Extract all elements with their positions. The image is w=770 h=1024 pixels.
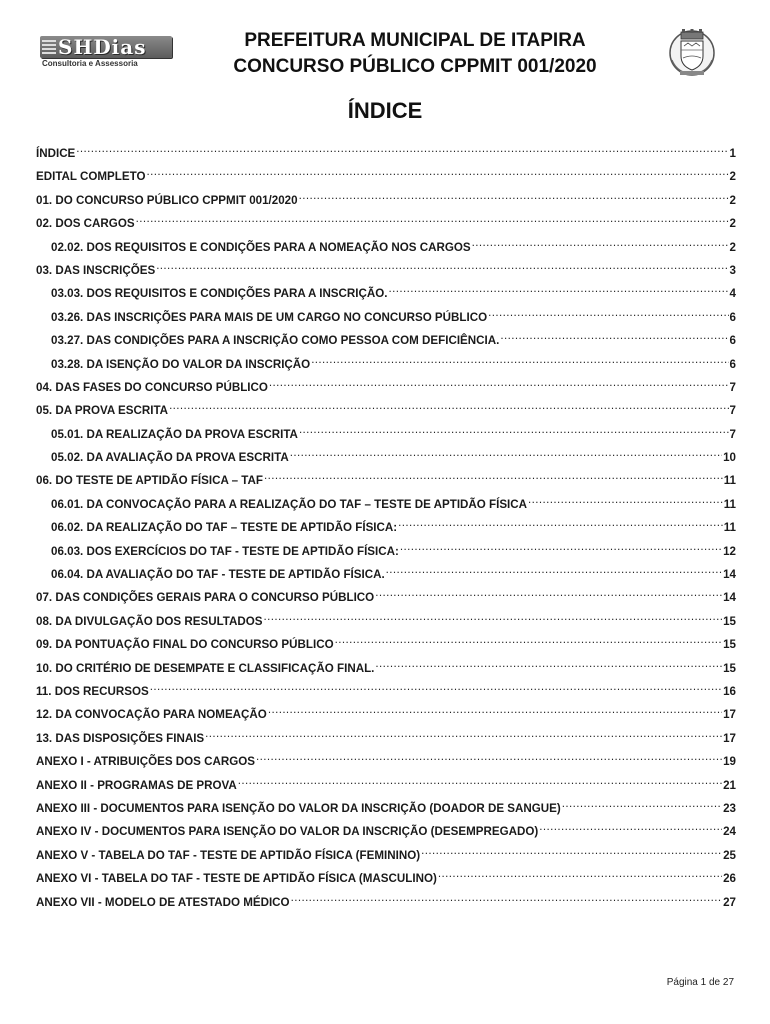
toc-entry[interactable] <box>36 821 736 844</box>
toc-entry[interactable] <box>36 447 736 470</box>
toc-entry-label: 03. DAS INSCRIÇÕES <box>36 263 156 277</box>
toc-entry-page: 11 <box>723 497 736 511</box>
toc-entry-label: 06.04. DA AVALIAÇÃO DO TAF - TESTE DE APTIDÃO FÍSICA. <box>51 568 385 582</box>
logo-subtitle: Consultoria e Assessoria <box>42 59 138 68</box>
toc-entry-label: 04. DAS FASES DO CONCURSO PÚBLICO <box>36 380 268 394</box>
toc-entry-page: 15 <box>723 661 736 675</box>
toc-entry-label: EDITAL COMPLETO <box>36 170 146 184</box>
toc-dot-leader <box>389 283 729 297</box>
document-title: ÍNDICE <box>347 98 423 123</box>
toc-entry[interactable] <box>36 330 736 353</box>
toc-entry[interactable] <box>36 634 736 657</box>
header-titles <box>180 28 650 80</box>
toc-dot-leader <box>205 728 722 742</box>
toc-entry[interactable] <box>36 611 736 634</box>
toc-entry[interactable] <box>36 541 736 564</box>
toc-entry[interactable] <box>36 892 736 915</box>
toc-entry-page: 15 <box>723 638 736 652</box>
toc-dot-leader <box>299 190 729 204</box>
toc-entry-label: 09. DA PONTUAÇÃO FINAL DO CONCURSO PÚBLICO <box>36 638 334 652</box>
logo-wordmark: SHDias <box>58 35 147 59</box>
toc-dot-leader <box>264 611 723 625</box>
toc-entry[interactable] <box>36 564 736 587</box>
toc-entry-page: 10 <box>723 451 736 465</box>
toc-entry-page: 16 <box>723 684 736 698</box>
toc-entry-page: 23 <box>723 801 736 815</box>
toc-entry[interactable] <box>36 494 736 517</box>
toc-entry-page: 14 <box>723 568 736 582</box>
header-title-line1: PREFEITURA MUNICIPAL DE ITAPIRA <box>244 30 586 51</box>
toc-dot-leader <box>156 260 728 274</box>
toc-entry[interactable] <box>36 470 736 493</box>
toc-entry-page: 2 <box>729 240 736 254</box>
toc-dot-leader <box>290 447 722 461</box>
toc-entry[interactable] <box>36 143 736 166</box>
toc-entry-label: 06.01. DA CONVOCAÇÃO PARA A REALIZAÇÃO DO TAF – TESTE DE APTIDÃO FÍSICA <box>51 497 528 511</box>
toc-entry-label: 05. DA PROVA ESCRITA <box>36 404 169 418</box>
toc-entry-label: 01. DO CONCURSO PÚBLICO CPPMIT 001/2020 <box>36 193 298 207</box>
toc-entry-label: 03.27. DAS CONDIÇÕES PARA A INSCRIÇÃO COMO PESSOA COM DEFICIÊNCIA. <box>51 334 500 348</box>
toc-entry-page: 2 <box>729 217 736 231</box>
toc-entry-page: 6 <box>729 357 736 371</box>
toc-entry-label: 10. DO CRITÉRIO DE DESEMPATE E CLASSIFICAÇÃO FINAL. <box>36 661 375 675</box>
toc-dot-leader <box>400 541 722 555</box>
toc-dot-leader <box>386 564 722 578</box>
toc-entry-label: ANEXO VII - MODELO DE ATESTADO MÉDICO <box>36 895 290 909</box>
toc-entry-label: ANEXO I - ATRIBUIÇÕES DOS CARGOS <box>36 755 256 769</box>
toc-dot-leader <box>238 775 722 789</box>
toc-entry-label: ÍNDICE <box>36 147 76 160</box>
toc-entry-page: 26 <box>723 872 736 886</box>
toc-entry[interactable] <box>36 751 736 774</box>
toc-entry-page: 24 <box>723 825 736 839</box>
toc-entry-label: 02. DOS CARGOS <box>36 217 135 231</box>
toc-entry-label: 11. DOS RECURSOS <box>36 684 149 698</box>
toc-entry-page: 2 <box>729 193 736 207</box>
toc-entry-label: 06.02. DA REALIZAÇÃO DO TAF – TESTE DE APTIDÃO FÍSICA: <box>51 521 398 535</box>
logo-badge <box>40 36 172 58</box>
toc-entry[interactable] <box>36 424 736 447</box>
toc-entry-page: 19 <box>723 755 736 769</box>
toc-dot-leader <box>311 354 728 368</box>
toc-dot-leader <box>150 681 722 695</box>
toc-dot-leader <box>562 798 722 812</box>
logo-stripes <box>42 40 56 54</box>
toc-entry-label: 13. DAS DISPOSIÇÕES FINAIS <box>36 731 205 745</box>
toc-entry-label: 08. DA DIVULGAÇÃO DOS RESULTADOS <box>36 614 263 628</box>
page-number: Página 1 de 27 <box>666 977 734 988</box>
toc-dot-leader <box>421 845 722 859</box>
toc-entry[interactable] <box>36 260 736 283</box>
toc-entry-label: ANEXO II - PROGRAMAS DE PROVA <box>36 778 237 792</box>
toc-entry[interactable] <box>36 517 736 540</box>
toc-entry-label: 06. DO TESTE DE APTIDÃO FÍSICA – TAF <box>36 474 263 488</box>
toc-entry-page: 17 <box>723 731 736 745</box>
toc-entry-page: 6 <box>729 310 736 324</box>
toc-entry[interactable] <box>36 213 736 236</box>
toc-entry[interactable] <box>36 728 736 751</box>
toc-entry-page: 25 <box>723 848 736 862</box>
toc-entry[interactable] <box>36 354 736 377</box>
toc-dot-leader <box>76 143 728 157</box>
header-title-line2: CONCURSO PÚBLICO CPPMIT 001/2020 <box>233 56 597 77</box>
toc-dot-leader <box>375 658 722 672</box>
toc-entry[interactable] <box>36 283 736 306</box>
toc-entry-page: 11 <box>723 474 736 488</box>
toc-entry[interactable] <box>36 190 736 213</box>
toc-entry[interactable] <box>36 798 736 821</box>
toc-dot-leader <box>539 821 722 835</box>
toc-entry-page: 15 <box>723 614 736 628</box>
toc-entry-page: 7 <box>729 427 736 441</box>
toc-entry-label: ANEXO VI - TABELA DO TAF - TESTE DE APTIDÃO FÍSICA (MASCULINO) <box>36 872 437 886</box>
toc-entry-page: 12 <box>723 544 736 558</box>
toc-dot-leader <box>528 494 723 508</box>
toc-entry[interactable] <box>36 307 736 330</box>
toc-entry-page: 7 <box>729 404 736 418</box>
toc-dot-leader <box>500 330 728 344</box>
toc-entry-label: ANEXO V - TABELA DO TAF - TESTE DE APTIDÃO FÍSICA (FEMININO) <box>36 848 421 862</box>
toc-entry-page: 1 <box>729 147 736 160</box>
toc-dot-leader <box>264 470 723 484</box>
toc-entry[interactable] <box>36 377 736 400</box>
toc-entry[interactable] <box>36 237 736 260</box>
toc-entry-label: 07. DAS CONDIÇÕES GERAIS PARA O CONCURSO PÚBLICO <box>36 591 375 605</box>
toc-dot-leader <box>438 868 722 882</box>
toc-entry-page: 4 <box>729 287 736 301</box>
toc-entry-label: 02.02. DOS REQUISITOS E CONDIÇÕES PARA A NOMEAÇÃO NOS CARGOS <box>51 240 471 254</box>
toc-entry-label: 05.02. DA AVALIAÇÃO DA PROVA ESCRITA <box>51 451 289 465</box>
toc-dot-leader <box>375 587 722 601</box>
toc-entry[interactable] <box>36 658 736 681</box>
toc-entry-page: 6 <box>729 334 736 348</box>
toc-entry-page: 14 <box>723 591 736 605</box>
toc-entry-label: ANEXO IV - DOCUMENTOS PARA ISENÇÃO DO VALOR DA INSCRIÇÃO (DESEMPREGADO) <box>36 825 539 839</box>
toc-entry-label: 06.03. DOS EXERCÍCIOS DO TAF - TESTE DE APTIDÃO FÍSICA: <box>51 544 399 558</box>
toc-dot-leader <box>268 704 722 718</box>
toc-entry[interactable] <box>36 868 736 891</box>
toc-entry-page: 17 <box>723 708 736 722</box>
toc-entry[interactable] <box>36 587 736 610</box>
municipal-crest-icon <box>666 26 718 78</box>
toc-entry[interactable] <box>36 845 736 868</box>
toc-entry-label: 12. DA CONVOCAÇÃO PARA NOMEAÇÃO <box>36 708 267 722</box>
table-of-contents <box>36 143 736 915</box>
toc-entry-label: 03.26. DAS INSCRIÇÕES PARA MAIS DE UM CARGO NO CONCURSO PÚBLICO <box>51 310 488 324</box>
toc-entry-page: 7 <box>729 380 736 394</box>
toc-entry-label: 03.28. DA ISENÇÃO DO VALOR DA INSCRIÇÃO <box>51 357 311 371</box>
toc-dot-leader <box>256 751 722 765</box>
toc-dot-leader <box>136 213 729 227</box>
toc-entry[interactable] <box>36 400 736 423</box>
toc-entry-page: 27 <box>723 895 736 909</box>
toc-entry-page: 3 <box>729 263 736 277</box>
toc-dot-leader <box>488 307 728 321</box>
toc-dot-leader <box>147 166 729 180</box>
toc-entry[interactable] <box>36 681 736 704</box>
toc-dot-leader <box>299 424 729 438</box>
toc-entry[interactable] <box>36 775 736 798</box>
toc-entry-label: 03.03. DOS REQUISITOS E CONDIÇÕES PARA A INSCRIÇÃO. <box>51 287 388 301</box>
toc-entry-label: 05.01. DA REALIZAÇÃO DA PROVA ESCRITA <box>51 427 298 441</box>
page-header <box>0 0 770 95</box>
toc-dot-leader <box>169 400 728 414</box>
toc-dot-leader <box>269 377 729 391</box>
toc-dot-leader <box>398 517 723 531</box>
toc-entry-page: 11 <box>723 521 736 535</box>
toc-entry[interactable] <box>36 704 736 727</box>
toc-dot-leader <box>291 892 723 906</box>
toc-dot-leader <box>335 634 723 648</box>
toc-entry-label: ANEXO III - DOCUMENTOS PARA ISENÇÃO DO VALOR DA INSCRIÇÃO (DOADOR DE SANGUE) <box>36 801 561 815</box>
toc-entry[interactable] <box>36 166 736 189</box>
toc-dot-leader <box>472 237 729 251</box>
toc-entry-page: 21 <box>723 778 736 792</box>
toc-entry-page: 2 <box>729 170 736 184</box>
shdias-logo <box>40 36 172 72</box>
